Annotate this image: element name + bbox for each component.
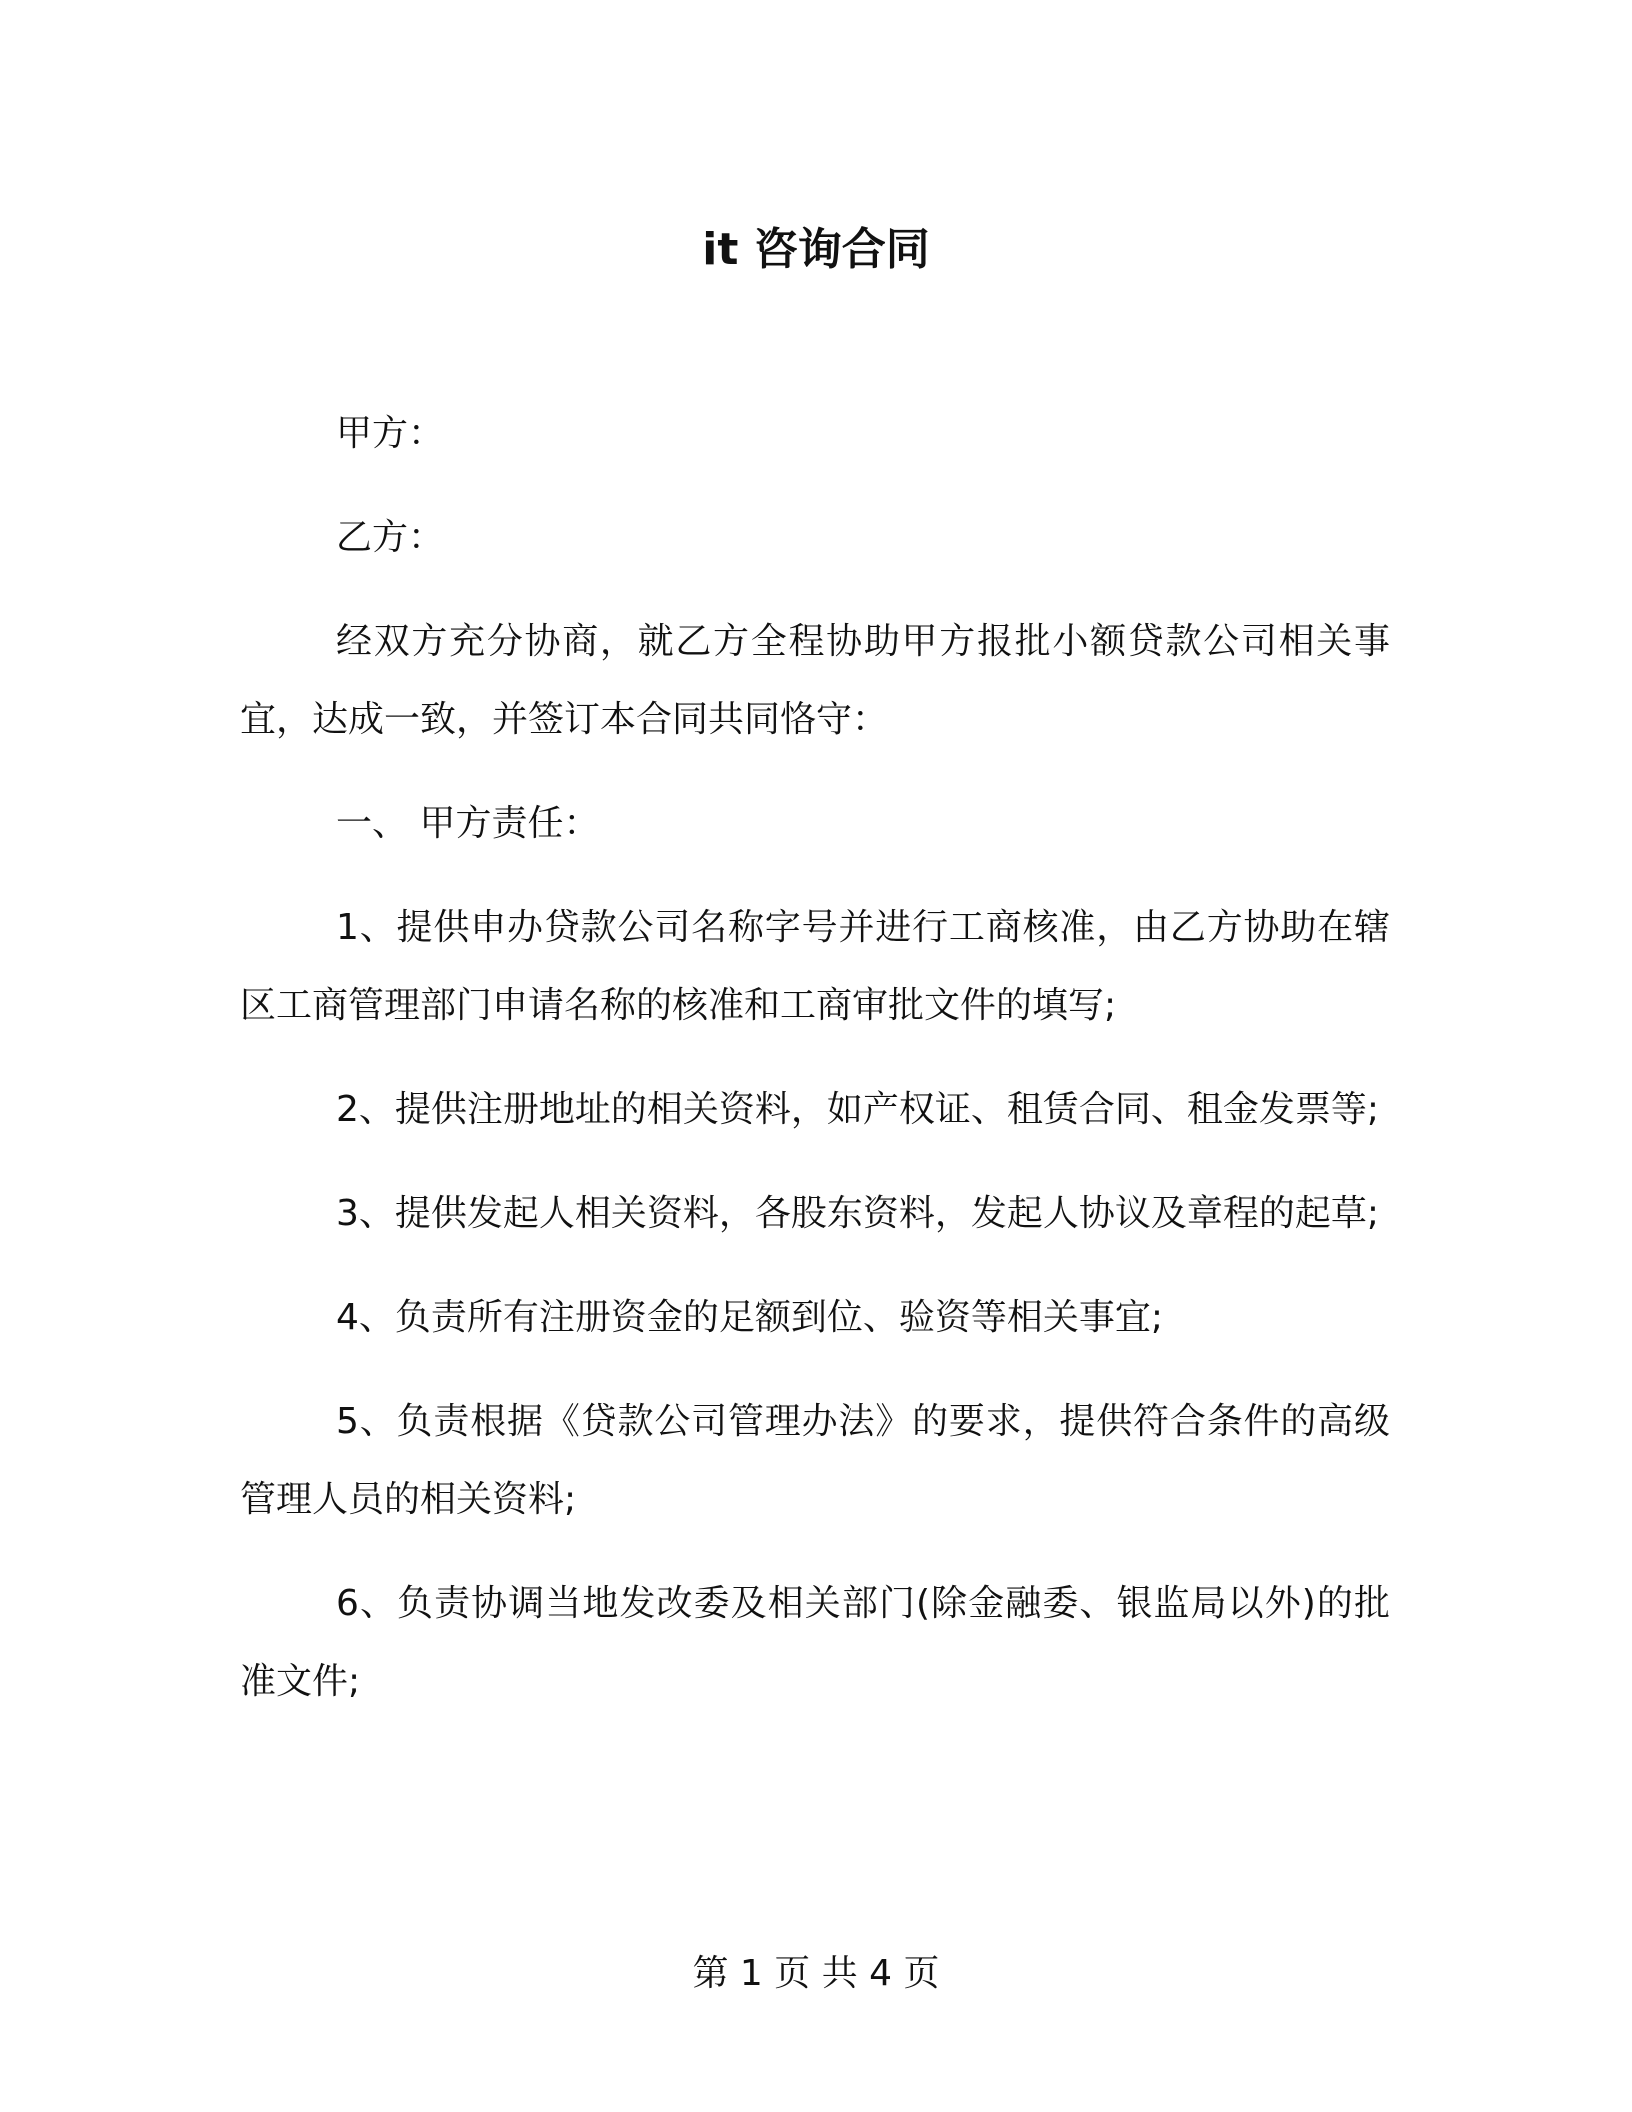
party-a-line: 甲方： (336, 413, 445, 454)
clause-6: 6、负责协调当地发改委及相关部门(除金融委、银监局以外)的批准文件; (240, 1583, 1390, 1702)
section-heading-party-a-duties: 一、 甲方责任： (336, 803, 600, 844)
page-number-footer: 第 1 页 共 4 页 (692, 1953, 940, 1994)
document-title: it 咨询合同 (702, 224, 930, 275)
clause-3: 3、提供发起人相关资料，各股东资料，发起人协议及章程的起草; (336, 1193, 1380, 1234)
document-body (240, 395, 1390, 1747)
clause-5: 5、负责根据《贷款公司管理办法》的要求，提供符合条件的高级管理人员的相关资料; (240, 1401, 1390, 1520)
party-b-line: 乙方： (336, 517, 445, 558)
clause-2: 2、提供注册地址的相关资料，如产权证、租赁合同、租金发票等; (336, 1089, 1380, 1130)
clause-4: 4、负责所有注册资金的足额到位、验资等相关事宜; (336, 1297, 1164, 1338)
preamble-paragraph: 经双方充分协商，就乙方全程协助甲方报批小额贷款公司相关事宜，达成一致，并签订本合同共同恪守： (240, 621, 1390, 740)
clause-1: 1、提供申办贷款公司名称字号并进行工商核准，由乙方协助在辖区工商管理部门申请名称的核准和工商审批文件的填写; (240, 907, 1390, 1026)
